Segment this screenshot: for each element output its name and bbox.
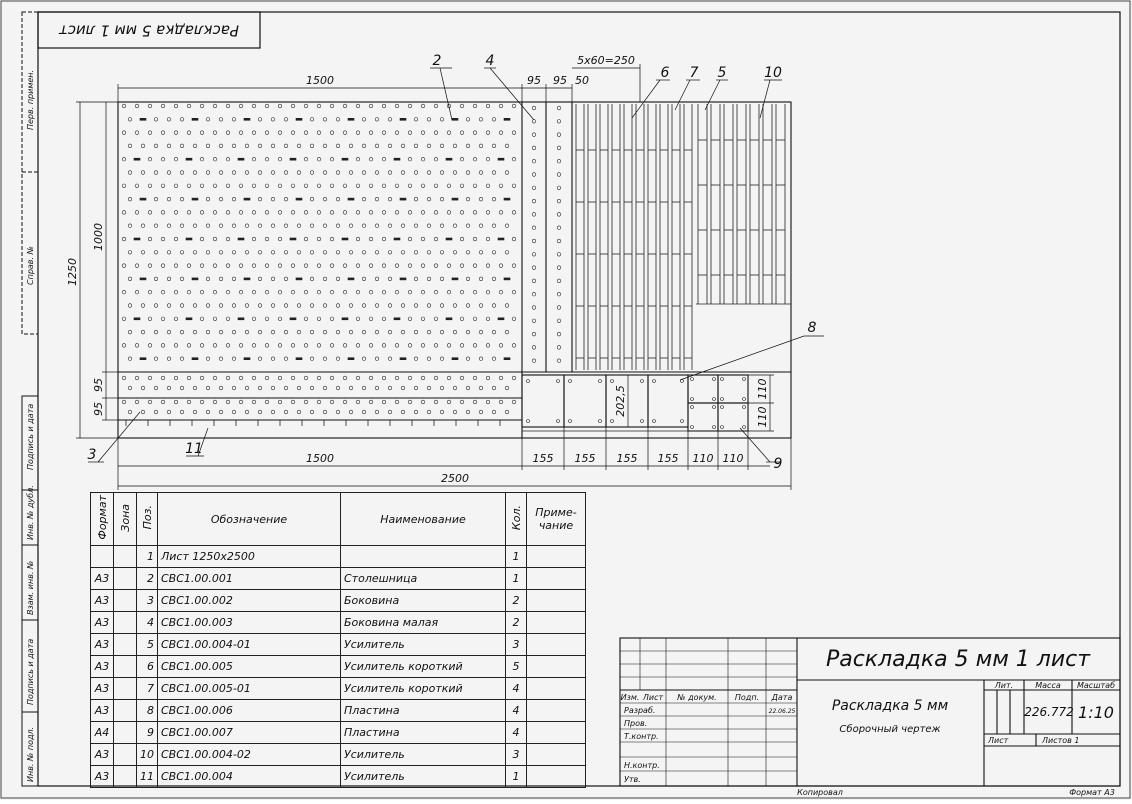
table-row: А3 5 СВС1.00.004-01 Усилитель 3 [91, 634, 586, 656]
tb-razrab: Разраб. [624, 706, 656, 715]
side-label-vzam: Взам. инв. № [26, 560, 35, 615]
specification-table [90, 492, 586, 788]
table-row: А4 9 СВС1.00.007 Пластина 4 [91, 722, 586, 744]
tb-col-izm: Изм. [620, 693, 640, 702]
tb-sheet: Лист [988, 736, 1009, 745]
callout-5: 5 [717, 65, 727, 81]
dim-top-1500: 1500 [306, 74, 334, 87]
spec-header-qty: Кол. [506, 493, 527, 546]
mirrored-title-text: Раскладка 5 мм 1 лист [58, 21, 240, 40]
side-label-sprav: Справ. № [26, 246, 35, 285]
title-doc-type: Сборочный чертеж [839, 724, 941, 735]
table-row: А3 8 СВС1.00.006 Пластина 4 [91, 700, 586, 722]
tb-col-list: Лист [642, 693, 664, 702]
tb-date-value: 22.06.25 [768, 708, 796, 715]
dim-left-1250: 1250 [66, 258, 79, 286]
tb-col-data: Дата [771, 693, 793, 702]
tb-utv: Утв. [624, 775, 641, 784]
tb-tkontr: Т.контр. [624, 732, 659, 741]
table-row: А3 2 СВС1.00.001 Столешница 1 [91, 568, 586, 590]
table-row: А3 7 СВС1.00.005-01 Усилитель короткий 4 [91, 678, 586, 700]
dim-right-110a: 110 [756, 378, 769, 400]
tb-col-docnum: № докум. [677, 693, 717, 702]
dim-bottom-110a: 110 [692, 452, 714, 465]
footer-format: Формат А3 [1069, 788, 1115, 797]
table-row: А3 6 СВС1.00.005 Усилитель короткий 5 [91, 656, 586, 678]
callout-7: 7 [689, 65, 699, 81]
dim-bottom-2500: 2500 [441, 472, 469, 485]
tb-massa: Масса [1035, 681, 1061, 690]
callout-11: 11 [185, 441, 203, 457]
tb-lit: Лит. [994, 681, 1014, 690]
spec-header-format: Формат [91, 493, 114, 546]
callout-8: 8 [807, 320, 817, 336]
tb-masshtab: Масштаб [1076, 681, 1116, 690]
spec-header-name: Наименование [341, 493, 506, 546]
dim-bottom-155b: 155 [574, 452, 596, 465]
side-label-podl: Инв. № подл. [26, 726, 35, 782]
title-main: Раскладка 5 мм 1 лист [825, 647, 1091, 672]
spec-header-note: Приме- чание [527, 493, 586, 546]
callout-10: 10 [764, 65, 782, 81]
dim-left-1000: 1000 [92, 223, 105, 251]
side-label-podp2: Подпись и дата [26, 638, 35, 705]
dim-bottom-110b: 110 [722, 452, 744, 465]
title-doc-name: Раскладка 5 мм [831, 698, 949, 714]
dim-top-95a: 95 [527, 74, 541, 87]
dim-bottom-155d: 155 [657, 452, 679, 465]
dim-bottom-155c: 155 [616, 452, 638, 465]
tb-prov: Пров. [624, 719, 648, 728]
dim-left-95a: 95 [92, 378, 105, 392]
dim-left-95b: 95 [92, 402, 105, 416]
table-row: 1 Лист 1250x2500 1 [91, 546, 586, 568]
table-row: А3 3 СВС1.00.002 Боковина 2 [91, 590, 586, 612]
side-label-perv: Перв. примен. [26, 69, 35, 130]
dim-top-5x60: 5x60=250 [577, 54, 635, 67]
spec-header-row [91, 493, 586, 546]
callout-9: 9 [773, 456, 783, 472]
dim-inner-202: 202,5 [614, 385, 627, 417]
dim-top-95b: 95 [553, 74, 567, 87]
callout-3: 3 [87, 447, 97, 463]
tb-nkontr: Н.контр. [624, 761, 660, 770]
dim-bottom-1500: 1500 [306, 452, 334, 465]
side-label-podp1: Подпись и дата [26, 403, 35, 470]
table-row: А3 11 СВС1.00.004 Усилитель 1 [91, 766, 586, 788]
footer-copied: Копировал [797, 788, 843, 797]
table-row: А3 4 СВС1.00.003 Боковина малая 2 [91, 612, 586, 634]
spec-header-designation: Обозначение [158, 493, 341, 546]
dim-right-110b: 110 [756, 406, 769, 428]
callout-6: 6 [660, 65, 670, 81]
dim-top-50: 50 [575, 74, 589, 87]
side-label-dubl: Инв. № дубл. [26, 485, 35, 540]
callout-4: 4 [485, 53, 495, 69]
tb-mass-value: 226.772 [1024, 705, 1074, 719]
spec-header-pos: Поз. [137, 493, 158, 546]
tb-col-podp: Подп. [734, 693, 760, 702]
dim-bottom-155a: 155 [532, 452, 554, 465]
table-row: А3 10 СВС1.00.004-02 Усилитель 3 [91, 744, 586, 766]
callout-2: 2 [432, 53, 442, 69]
tb-scale-value: 1:10 [1078, 703, 1114, 722]
tb-sheets: Листов 1 [1042, 736, 1080, 745]
spec-header-zone: Зона [114, 493, 137, 546]
